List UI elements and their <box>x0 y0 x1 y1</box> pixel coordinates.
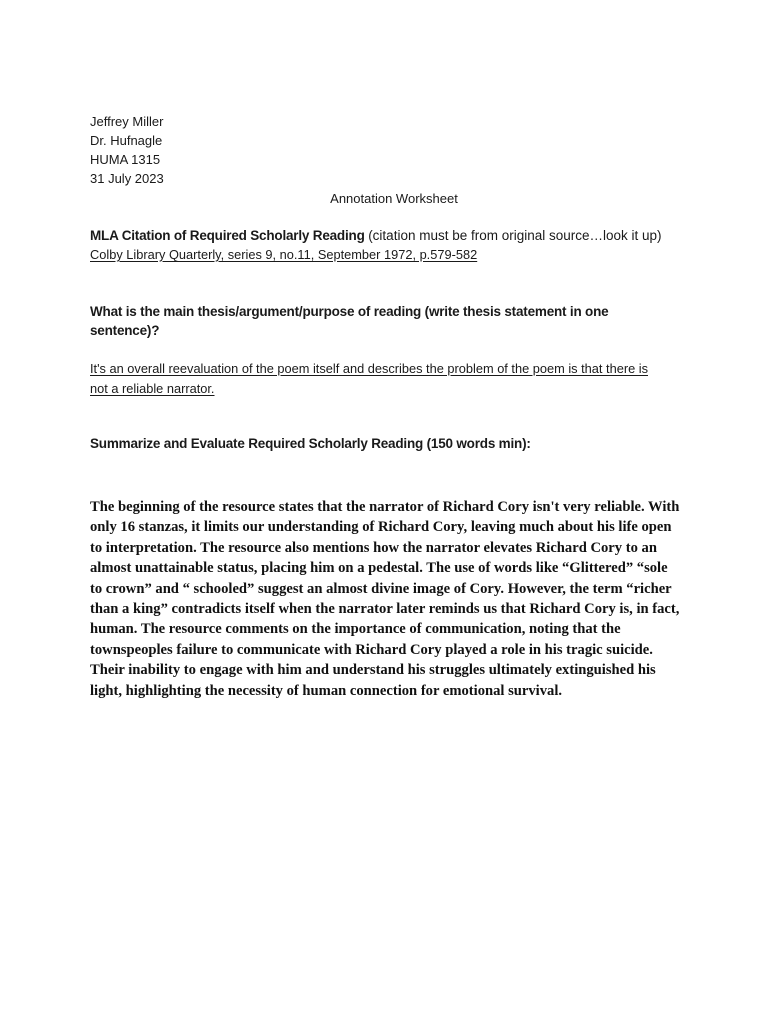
citation-section <box>90 226 690 265</box>
course-code: HUMA 1315 <box>90 152 161 167</box>
thesis-heading: What is the main thesis/argument/purpose of reading (write thesis statement in one sentence)? <box>90 304 609 338</box>
citation-heading-note: (citation must be from original source…look it up) <box>368 228 662 243</box>
thesis-answer: It's an overall reevaluation of the poem itself and describes the problem of the poem is that there is not a reliable narrator. <box>90 361 648 396</box>
summary-answer: The beginning of the resource states that the narrator of Richard Cory isn't very reliable. With only 16 stanzas, it limits our understanding of Richard Cory, leaving much about his life open to interpretation. The resource also mentions how the narrator elevates Richard Cory to an almost unattainable status, placing him on a pedestal. The use of words like “Glittered” “sole to crown” and “ schooled” suggest an almost divine image of Cory. However, the term “richer than a king” contradicts itself when the narrator later reminds us that Richard Cory is, in fact, human. The resource comments on the importance of communication, noting that the townspeoples failure to communicate with Richard Cory played a role in his tragic suicide. Their inability to engage with him and understand his struggles ultimately extinguished his light, highlighting the necessity of human connection for emotional survival. <box>90 499 680 699</box>
instructor-name: Dr. Hufnagle <box>90 133 163 148</box>
summary-heading-section <box>90 434 680 453</box>
citation-heading-text: MLA Citation of Required Scholarly Reading <box>90 228 365 243</box>
summary-heading: Summarize and Evaluate Required Scholarly Reading (150 words min): <box>90 436 531 451</box>
citation-value: Colby Library Quarterly, series 9, no.11, September 1972, p.579-582 <box>90 247 478 262</box>
citation-heading <box>90 226 690 245</box>
worksheet-title: Annotation Worksheet <box>330 191 458 206</box>
student-name: Jeffrey Miller <box>90 114 164 129</box>
thesis-section <box>90 302 650 399</box>
document-date: 31 July 2023 <box>90 171 164 186</box>
